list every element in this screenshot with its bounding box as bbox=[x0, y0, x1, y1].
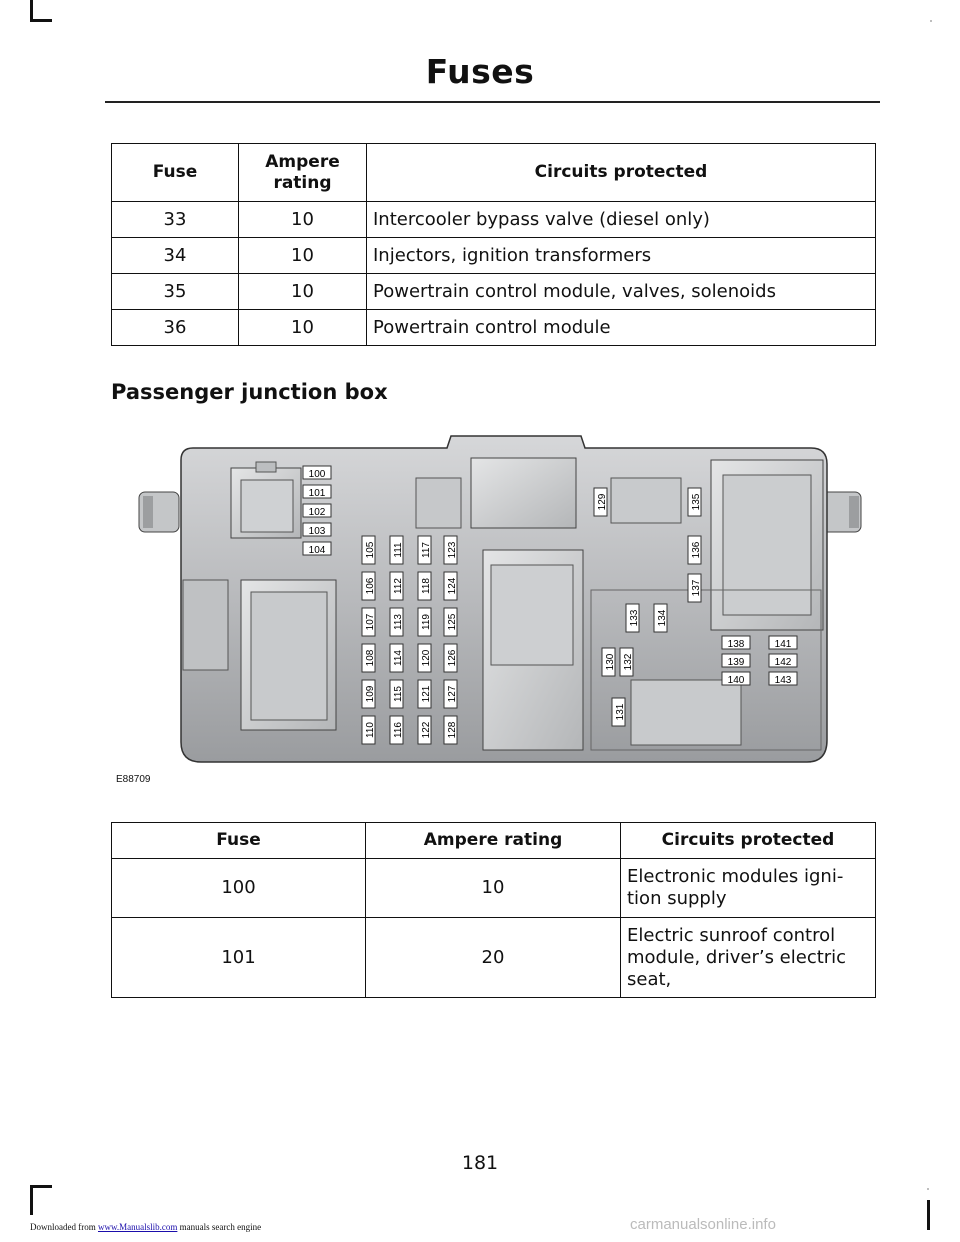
svg-text:105: 105 bbox=[365, 541, 376, 559]
crop-mark-bottom-right-v bbox=[927, 1200, 930, 1230]
fuse-label-107 bbox=[362, 608, 376, 636]
fuse-label-121 bbox=[418, 680, 432, 708]
svg-text:143: 143 bbox=[774, 675, 792, 686]
svg-text:124: 124 bbox=[447, 577, 458, 595]
table-row bbox=[112, 238, 876, 274]
fuse-label-138 bbox=[722, 636, 750, 650]
svg-text:100: 100 bbox=[308, 469, 326, 480]
svg-text:104: 104 bbox=[308, 545, 326, 556]
svg-text:109: 109 bbox=[365, 685, 376, 703]
svg-text:117: 117 bbox=[421, 542, 432, 558]
registration-dot bbox=[930, 20, 932, 22]
svg-text:134: 134 bbox=[657, 609, 668, 627]
fuse-label-106 bbox=[362, 572, 376, 600]
fuse-label-141 bbox=[769, 636, 797, 650]
svg-text:133: 133 bbox=[629, 609, 640, 627]
svg-text:101: 101 bbox=[308, 488, 326, 499]
crop-mark-top-left-h bbox=[30, 19, 52, 22]
fuse-number: 35 bbox=[112, 274, 239, 310]
svg-text:106: 106 bbox=[365, 577, 376, 595]
fuse-label-123 bbox=[444, 536, 458, 564]
svg-text:141: 141 bbox=[774, 639, 792, 650]
fuse-label-134 bbox=[654, 604, 668, 632]
fuse-label-102 bbox=[303, 504, 331, 518]
fuse-label-135 bbox=[688, 488, 702, 516]
page-number: 181 bbox=[461, 1152, 499, 1174]
fuse-label-101 bbox=[303, 485, 331, 499]
fuse-label-104 bbox=[303, 542, 331, 556]
fuse-label-124 bbox=[444, 572, 458, 600]
circuit-description: Powertrain control module bbox=[367, 310, 876, 346]
registration-dot bbox=[927, 1188, 929, 1190]
fuse-label-109 bbox=[362, 680, 376, 708]
svg-text:131: 131 bbox=[615, 703, 626, 721]
fuse-label-143 bbox=[769, 672, 797, 686]
circuit-description: Injectors, ignition transformers bbox=[367, 238, 876, 274]
fuse-label-139 bbox=[722, 654, 750, 668]
fuse-label-137 bbox=[688, 574, 702, 602]
svg-text:111: 111 bbox=[393, 542, 404, 558]
svg-text:128: 128 bbox=[447, 721, 458, 739]
fuse-label-112 bbox=[390, 572, 404, 600]
fuse-label-116 bbox=[390, 716, 404, 744]
fuse-label-103 bbox=[303, 523, 331, 537]
fuse-label-114 bbox=[390, 644, 404, 672]
svg-text:107: 107 bbox=[365, 613, 376, 631]
fuse-label-119 bbox=[418, 608, 432, 636]
footer-text bbox=[30, 1222, 261, 1232]
fuse-number: 101 bbox=[112, 918, 366, 998]
fuse-number: 100 bbox=[112, 859, 366, 918]
crop-mark-bottom-left-h bbox=[30, 1185, 52, 1188]
table-row bbox=[112, 202, 876, 238]
fuse-label-108 bbox=[362, 644, 376, 672]
fuse-label-113 bbox=[390, 608, 404, 636]
watermark: carmanualsonline.info bbox=[630, 1216, 776, 1233]
svg-text:112: 112 bbox=[393, 578, 404, 594]
table-row bbox=[112, 859, 876, 918]
fuse-label-128 bbox=[444, 716, 458, 744]
fuse-label-126 bbox=[444, 644, 458, 672]
svg-text:102: 102 bbox=[308, 507, 326, 518]
svg-text:138: 138 bbox=[727, 639, 745, 650]
column-header-ampere: Ampere rating bbox=[239, 144, 367, 202]
svg-text:114: 114 bbox=[393, 650, 404, 666]
circuit-description: Electric sunroof control module, driver’s electric seat, bbox=[621, 918, 876, 998]
table-header-row bbox=[112, 144, 876, 202]
svg-text:142: 142 bbox=[774, 657, 792, 668]
svg-text:135: 135 bbox=[691, 493, 702, 511]
title-divider bbox=[105, 101, 880, 103]
column-header-fuse: Fuse bbox=[112, 823, 366, 859]
fuse-label-132 bbox=[620, 648, 634, 676]
junction-box-diagram bbox=[111, 430, 875, 800]
svg-text:140: 140 bbox=[727, 675, 745, 686]
fuse-label-118 bbox=[418, 572, 432, 600]
svg-text:136: 136 bbox=[691, 541, 702, 559]
fuse-number: 33 bbox=[112, 202, 239, 238]
figure-id: E88709 bbox=[116, 774, 151, 785]
svg-text:119: 119 bbox=[421, 614, 432, 630]
table-row bbox=[112, 310, 876, 346]
fuse-label-110 bbox=[362, 716, 376, 744]
fuse-label-125 bbox=[444, 608, 458, 636]
fuse-table-engine bbox=[111, 143, 876, 346]
fuse-number: 34 bbox=[112, 238, 239, 274]
fuse-label-136 bbox=[688, 536, 702, 564]
fuse-label-133 bbox=[626, 604, 640, 632]
svg-text:139: 139 bbox=[727, 657, 745, 668]
footer-prefix: Downloaded from bbox=[30, 1222, 96, 1232]
fuse-label-117 bbox=[418, 536, 432, 564]
section-heading: Passenger junction box bbox=[111, 380, 388, 404]
column-header-ampere: Ampere rating bbox=[366, 823, 621, 859]
column-header-circuits: Circuits protected bbox=[367, 144, 876, 202]
column-header-circuits: Circuits protected bbox=[621, 823, 876, 859]
svg-text:121: 121 bbox=[421, 685, 432, 703]
svg-text:126: 126 bbox=[447, 649, 458, 667]
relay-socket-center bbox=[483, 550, 583, 750]
fuse-number: 36 bbox=[112, 310, 239, 346]
fuse-label-131 bbox=[612, 698, 626, 726]
ampere-rating: 10 bbox=[239, 202, 367, 238]
table-row bbox=[112, 274, 876, 310]
svg-text:110: 110 bbox=[365, 722, 376, 738]
svg-text:118: 118 bbox=[421, 578, 432, 594]
svg-text:116: 116 bbox=[393, 722, 404, 738]
fuse-label-120 bbox=[418, 644, 432, 672]
svg-text:115: 115 bbox=[393, 686, 404, 702]
svg-text:120: 120 bbox=[421, 649, 432, 667]
circuit-description: Powertrain control module, valves, solenoids bbox=[367, 274, 876, 310]
ampere-rating: 10 bbox=[366, 859, 621, 918]
fuse-label-129 bbox=[594, 488, 608, 516]
svg-text:125: 125 bbox=[447, 613, 458, 631]
ampere-rating: 10 bbox=[239, 274, 367, 310]
ampere-rating: 20 bbox=[366, 918, 621, 998]
fuse-label-140 bbox=[722, 672, 750, 686]
column-header-fuse: Fuse bbox=[112, 144, 239, 202]
fuse-label-100 bbox=[303, 466, 331, 480]
svg-text:123: 123 bbox=[447, 541, 458, 559]
svg-text:129: 129 bbox=[597, 493, 608, 511]
fuse-label-142 bbox=[769, 654, 797, 668]
table-row bbox=[112, 918, 876, 998]
svg-text:113: 113 bbox=[393, 614, 404, 630]
mounting-peg-left bbox=[139, 492, 179, 532]
relay-socket-top-left bbox=[231, 462, 301, 538]
svg-text:130: 130 bbox=[605, 653, 616, 671]
svg-text:132: 132 bbox=[623, 653, 634, 671]
circuit-description: Electronic modules igni- tion supply bbox=[621, 859, 876, 918]
ampere-rating: 10 bbox=[239, 310, 367, 346]
ampere-rating: 10 bbox=[239, 238, 367, 274]
svg-text:137: 137 bbox=[691, 579, 702, 597]
table-header-row bbox=[112, 823, 876, 859]
fuse-label-111 bbox=[390, 536, 404, 564]
fuse-label-130 bbox=[602, 648, 616, 676]
svg-text:122: 122 bbox=[421, 721, 432, 739]
fuse-label-122 bbox=[418, 716, 432, 744]
svg-text:127: 127 bbox=[447, 685, 458, 703]
crop-mark-bottom-left-v bbox=[30, 1185, 33, 1215]
svg-text:108: 108 bbox=[365, 649, 376, 667]
page-title: Fuses bbox=[425, 52, 535, 91]
svg-text:103: 103 bbox=[308, 526, 326, 537]
footer-suffix: manuals search engine bbox=[179, 1222, 262, 1232]
footer-link[interactable]: www.Manualslib.com bbox=[97, 1222, 178, 1232]
fuse-label-115 bbox=[390, 680, 404, 708]
fuse-label-105 bbox=[362, 536, 376, 564]
fuse-label-127 bbox=[444, 680, 458, 708]
circuit-description: Intercooler bypass valve (diesel only) bbox=[367, 202, 876, 238]
fuse-table-passenger bbox=[111, 822, 876, 998]
